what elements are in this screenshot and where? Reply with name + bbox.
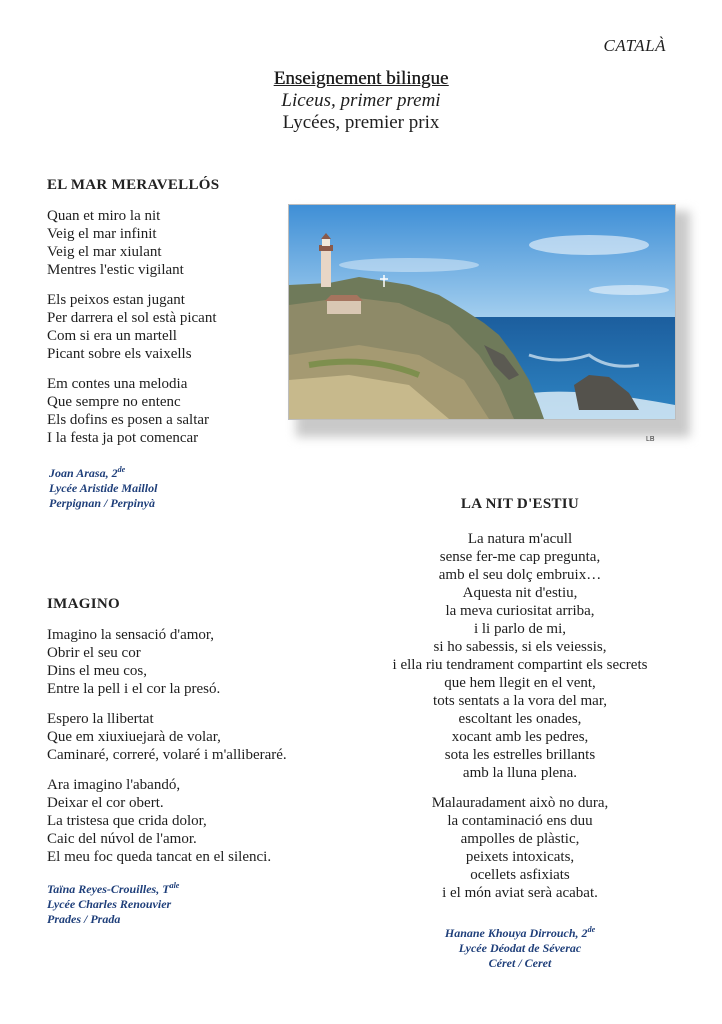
poem-line: Caminaré, correré, volaré i m'alliberaré.	[47, 747, 287, 763]
stanza	[47, 626, 287, 698]
poem-line: Quan et miro la nit	[47, 208, 161, 224]
poem1-body	[47, 207, 217, 459]
poem-line: Com si era un martell	[47, 328, 177, 344]
header-line-2: Liceus, primer premi	[281, 90, 441, 111]
poem3-author	[400, 922, 640, 971]
poem-line: Mentres l'estic vigilant	[47, 262, 184, 278]
poem-line: Que em xiuxiuejarà de volar,	[47, 729, 221, 745]
author-name: Hanane Khouya Dirrouch, 2	[444, 926, 588, 940]
poem-line: la contaminació ens duu	[447, 813, 593, 829]
poem-line: I la festa ja pot comencar	[47, 430, 199, 446]
poem2-body	[47, 626, 287, 878]
poem-line: Caic del núvol de l'amor.	[47, 831, 197, 847]
poem-line: Picant sobre els vaixells	[47, 346, 192, 362]
lighthouse-photo	[288, 204, 676, 420]
poem1-author	[49, 462, 157, 511]
poem-line: Veig el mar xiulant	[47, 244, 162, 260]
poem-line: i li parlo de mi,	[473, 621, 567, 637]
poem-line: El meu foc queda tancat en el silenci.	[47, 849, 272, 865]
language-label: CATALÀ	[603, 36, 666, 55]
author-city: Prades / Prada	[47, 912, 121, 926]
poem-line: Obrir el seu cor	[47, 645, 141, 661]
poem-line: Ara imagino l'abandó,	[47, 777, 181, 793]
header-line-1: Enseignement bilingue	[273, 68, 449, 89]
author-city: Perpignan / Perpinyà	[49, 496, 156, 510]
author-school: Lycée Aristide Maillol	[49, 481, 158, 495]
poem2-author	[47, 878, 179, 927]
author-grade: de	[587, 925, 596, 934]
poem-line: Per darrera el sol està picant	[47, 310, 217, 326]
author-school: Lycée Déodat de Séverac	[458, 941, 582, 955]
poem-line: Els peixos estan jugant	[47, 292, 185, 308]
poem-line: ocellets asfixiats	[470, 867, 570, 883]
photo-credit: LB	[646, 436, 655, 443]
stanza	[370, 794, 670, 902]
poem-line: Aquesta nit d'estiu,	[462, 585, 578, 601]
poem-line: amb el seu dolç embruix…	[438, 567, 602, 583]
poem-line: La natura m'acull	[467, 531, 573, 547]
poem-line: Veig el mar infinit	[47, 226, 157, 242]
poem-line: Els dofins es posen a saltar	[47, 412, 210, 428]
poem-line: sense fer-me cap pregunta,	[439, 549, 601, 565]
poem-line: Imagino la sensació d'amor,	[47, 627, 215, 643]
poem-line: Em contes una melodia	[47, 376, 188, 392]
stanza	[47, 375, 217, 447]
poem3-title: LA NIT D'ESTIU	[460, 496, 580, 512]
poem-line: Espero la llibertat	[47, 711, 154, 727]
poem-line: peixets intoxicats,	[465, 849, 575, 865]
poem-line: Malauradament això no dura,	[431, 795, 609, 811]
poem-line: i ella riu tendrament compartint els secrets	[392, 657, 648, 673]
header-line-3: Lycées, premier prix	[282, 112, 440, 133]
author-grade: ale	[169, 881, 180, 890]
author-name: Joan Arasa, 2	[49, 466, 118, 480]
poem1-title: EL MAR MERAVELLÓS	[47, 177, 220, 193]
poem-line: ampolles de plàstic,	[460, 831, 580, 847]
poem-line: Deixar el cor obert.	[47, 795, 164, 811]
lighthouse-illustration	[289, 205, 675, 419]
poem-line: amb la lluna plena.	[462, 765, 578, 781]
author-grade: de	[117, 465, 126, 474]
poem-line: i el món aviat serà acabat.	[442, 885, 598, 901]
page-header	[0, 68, 722, 134]
poem-line: La tristesa que crida dolor,	[47, 813, 207, 829]
stanza	[47, 291, 217, 363]
stanza	[370, 530, 670, 782]
poem-line: Dins el meu cos,	[47, 663, 147, 679]
poem-line: xocant amb les pedres,	[451, 729, 589, 745]
author-school: Lycée Charles Renouvier	[47, 897, 172, 911]
poem3-body	[370, 530, 670, 914]
author-city: Céret / Ceret	[488, 956, 552, 970]
poem-line: Entre la pell i el cor la presó.	[47, 681, 221, 697]
poem-line: Que sempre no entenc	[47, 394, 181, 410]
stanza	[47, 207, 217, 279]
poem-line: la meva curiositat arriba,	[445, 603, 595, 619]
author-name: Taïna Reyes-Crouilles, T	[47, 882, 170, 896]
poem-line: sota les estrelles brillants	[444, 747, 596, 763]
stanza	[47, 710, 287, 764]
poem-line: escoltant les onades,	[458, 711, 582, 727]
poem-line: tots sentats a la vora del mar,	[433, 693, 607, 709]
poem2-title: IMAGINO	[47, 596, 120, 612]
stanza	[47, 776, 287, 866]
poem-line: si ho sabessis, si els veiessis,	[433, 639, 607, 655]
poem-line: que hem llegit en el vent,	[444, 675, 596, 691]
